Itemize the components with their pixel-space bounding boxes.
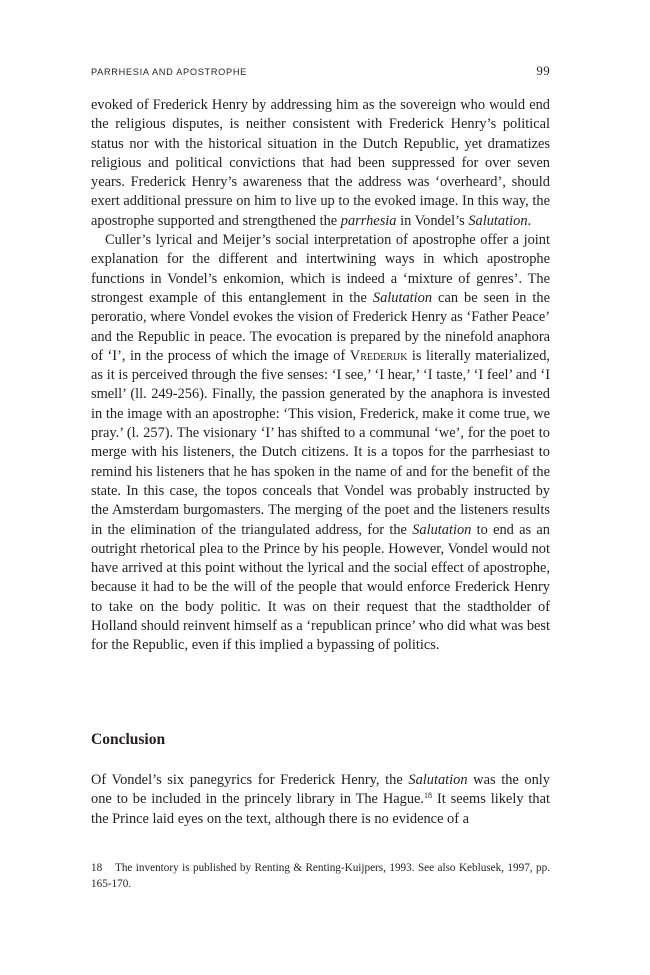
- italic-parrhesia: parrhesia: [340, 212, 397, 229]
- conclusion-part-3: It seems likely that the Prince laid eyes on the text, although there is no evidence of a: [91, 791, 551, 827]
- small-caps-vrederijk: Vrederijk: [349, 347, 408, 364]
- footnote: [91, 860, 550, 892]
- footnote-reference[interactable]: 18: [424, 791, 433, 801]
- italic-salutation: Salutation: [412, 521, 472, 538]
- paragraph-1: [91, 96, 550, 231]
- italic-salutation: Salutation: [408, 772, 468, 788]
- paragraph-1-text: evoked of Frederick Henry by addressing him as the sovereign who would end the religious disputes, is neither consistent with Frederick Henry’s political status nor with the historical situation in the Dutch Republic, yet dramatizes religious and political convictions that had been suppressed for over seven years. Frederick Henry’s awareness that the address was ‘overheard’, should exert additional pressure on him to live up to the evoked image. In this way, the apostrophe supported and strengthened the: [91, 97, 550, 229]
- conclusion-part-1: Of Vondel’s six panegyrics for Frederick Henry, the: [91, 772, 409, 788]
- paragraph-1-text-middle: in Vondel’s: [396, 212, 469, 229]
- paragraph-2-part-1: Culler’s lyrical and Meijer’s social interpretation of apostrophe offer a joint explanation for the different and intertwining ways in which apostrophe functions in Vondel’s enkomion, which is indeed a ‘mixture of genres’. The strongest example of this entanglement in the: [91, 232, 550, 306]
- italic-salutation: Salutation: [372, 289, 433, 306]
- paragraph-1-text-end: .: [527, 212, 532, 229]
- conclusion-text: [91, 771, 550, 829]
- conclusion-part-2: was the only one to be included in the princely library in The Hague.: [91, 772, 550, 808]
- running-head: [91, 63, 550, 79]
- footnote-number: 18: [91, 862, 103, 874]
- conclusion-paragraph: [91, 771, 550, 829]
- footnote-text: The inventory is published by Renting & Renting-Kuijpers, 1993. See also Keblusek, 1997, pp. 165-170.: [91, 862, 550, 890]
- page-number: 99: [536, 63, 550, 78]
- paragraph-2-part-4: to end as an outright rhetorical plea to the Prince by his people. However, Vondel would not have arrived at this point without the lyrical and the social effect of apostrophe, because it had to be the will of the people that would enforce Frederick Henry to take on the body politic. It was on their request that the stadtholder of Holland should reinvent himself as a ‘republican prince’ who did what was best for the Republic, even if this implied a bypassing of politics.: [91, 521, 550, 654]
- body-text: [91, 96, 550, 656]
- paragraph-2-part-3: is literally materialized, as it is perceived through the five senses: ‘I see,’ ‘I hear,’ ‘I taste,’ ‘I feel’ and ‘I smell’ (ll. 249-256). Finally, the passion generated by the anaphora is invested in the image with an apostrophe: ‘This vision, Frederick, make it come true, we pray.’ (l. 257). The visionary ‘I’ has shifted to a communal ‘we’, for the poet to merge with his listeners, the Dutch citizens. It is a topos for the parrhesiast to remind his listeners that he has spoken in the name of and for the benefit of the state. In this case, the topos conceals that Vondel was probably instructed by the Amsterdam burgomasters. The merging of the poet and the listeners results in the elimination of the triangulated address, for the: [91, 347, 550, 538]
- italic-salutation: Salutation: [468, 212, 528, 229]
- section-heading: Conclusion: [91, 731, 166, 748]
- paragraph-2: [91, 231, 550, 656]
- paragraph-2-part-2: can be seen in the peroratio, where Vondel evokes the vision of Frederick Henry as ‘Father Peace’ and the Republic in peace. The evocation is prepared by the ninefold anaphora of ‘I’, in the process of which the image of: [91, 289, 551, 364]
- running-head-title: PARRHESIA AND APOSTROPHE: [91, 67, 248, 77]
